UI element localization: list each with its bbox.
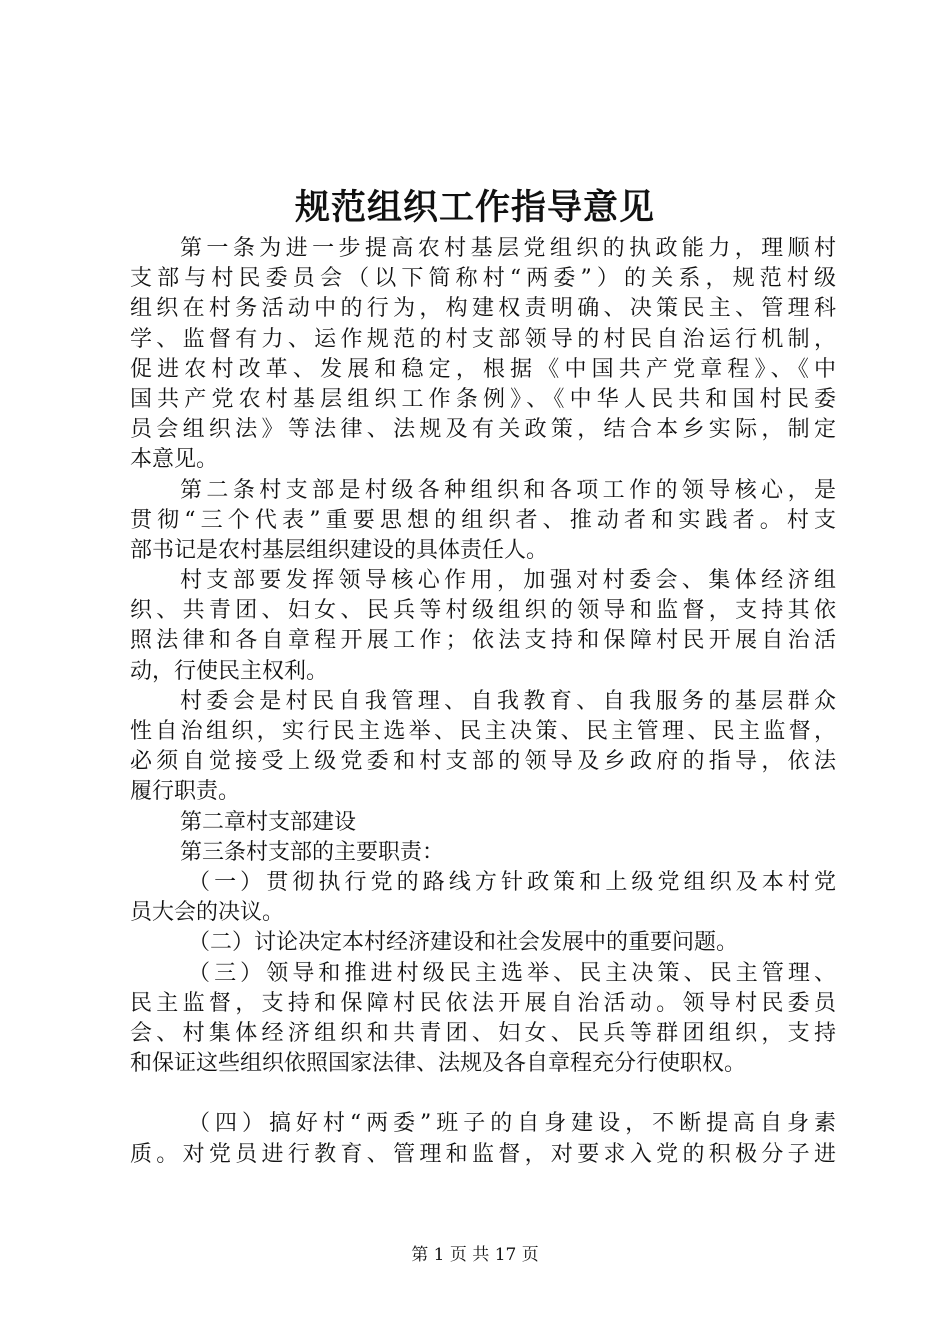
paragraph-line: 贯彻“三个代表”重要思想的组织者、推动者和实践者。村支 <box>130 507 836 533</box>
list-item-line: 质。对党员进行教育、管理和监督，对要求入党的积极分子进 <box>130 1141 836 1167</box>
paragraph-line: 部书记是农村基层组织建设的具体责任人。 <box>130 537 549 563</box>
paragraph-line: 动，行使民主权利。 <box>130 658 329 684</box>
paragraph-line: 第一条为进一步提高农村基层党组织的执政能力，理顺村 <box>180 236 836 261</box>
document-title: 规范组织工作指导意见 <box>294 187 655 228</box>
paragraph-line: 学、监督有力、运作规范的村支部领导的村民自治运行机制， <box>130 326 836 352</box>
list-item-line: 民主监督，支持和保障村民依法开展自治活动。领导村民委员 <box>130 990 836 1016</box>
paragraph-line: 本意见。 <box>130 447 219 473</box>
paragraph-line: 照法律和各自章程开展工作；依法支持和保障村民开展自治活 <box>130 628 836 654</box>
paragraph-line: 村支部要发挥领导核心作用，加强对村委会、集体经济组 <box>180 568 836 594</box>
paragraph-line: 性自治组织，实行民主选举、民主决策、民主管理、民主监督， <box>130 719 836 744</box>
list-item-line: （一）贯彻执行党的路线方针政策和上级党组织及本村党 <box>188 869 836 895</box>
paragraph-line: 履行职责。 <box>130 779 241 805</box>
paragraph-line: 员会组织法》等法律、法规及有关政策，结合本乡实际，制定 <box>130 417 836 443</box>
list-item-line: （二）讨论决定本村经济建设和社会发展中的重要问题。 <box>188 930 739 956</box>
page-number: 第 1 页 共 17 页 <box>411 1245 539 1265</box>
list-item-line: 会、村集体经济组织和共青团、妇女、民兵等群团组织，支持 <box>130 1020 836 1046</box>
paragraph-line: 必须自觉接受上级党委和村支部的领导及乡政府的指导，依法 <box>130 749 836 775</box>
article-heading: 第三条村支部的主要职责： <box>180 839 445 865</box>
paragraph-line: 国共产党农村基层组织工作条例》、《中华人民共和国村民委 <box>130 386 836 412</box>
list-item-line: 和保证这些组织依照国家法律、法规及各自章程充分行使职权。 <box>130 1051 747 1077</box>
paragraph-line: 村委会是村民自我管理、自我教育、自我服务的基层群众 <box>180 688 836 714</box>
list-item-line: 员大会的决议。 <box>130 900 285 926</box>
paragraph-line: 促进农村改革、发展和稳定，根据《中国共产党章程》、《中 <box>130 356 836 382</box>
list-item-line: （四）搞好村“两委”班子的自身建设，不断提高自身素 <box>188 1111 836 1137</box>
document-body <box>130 234 836 1170</box>
paragraph-line: 支部与村民委员会（以下简称村“两委”）的关系，规范村级 <box>130 266 836 292</box>
paragraph-line: 织、共青团、妇女、民兵等村级组织的领导和监督，支持其依 <box>130 598 836 624</box>
paragraph-line: 组织在村务活动中的行为，构建权责明确、决策民主、管理科 <box>130 296 836 322</box>
paragraph-gap <box>130 1079 836 1109</box>
list-item-line: （三）领导和推进村级民主选举、民主决策、民主管理、 <box>188 960 836 986</box>
paragraph-line: 第二条村支部是村级各种组织和各项工作的领导核心，是 <box>180 477 836 503</box>
chapter-heading: 第二章村支部建设 <box>180 809 357 835</box>
